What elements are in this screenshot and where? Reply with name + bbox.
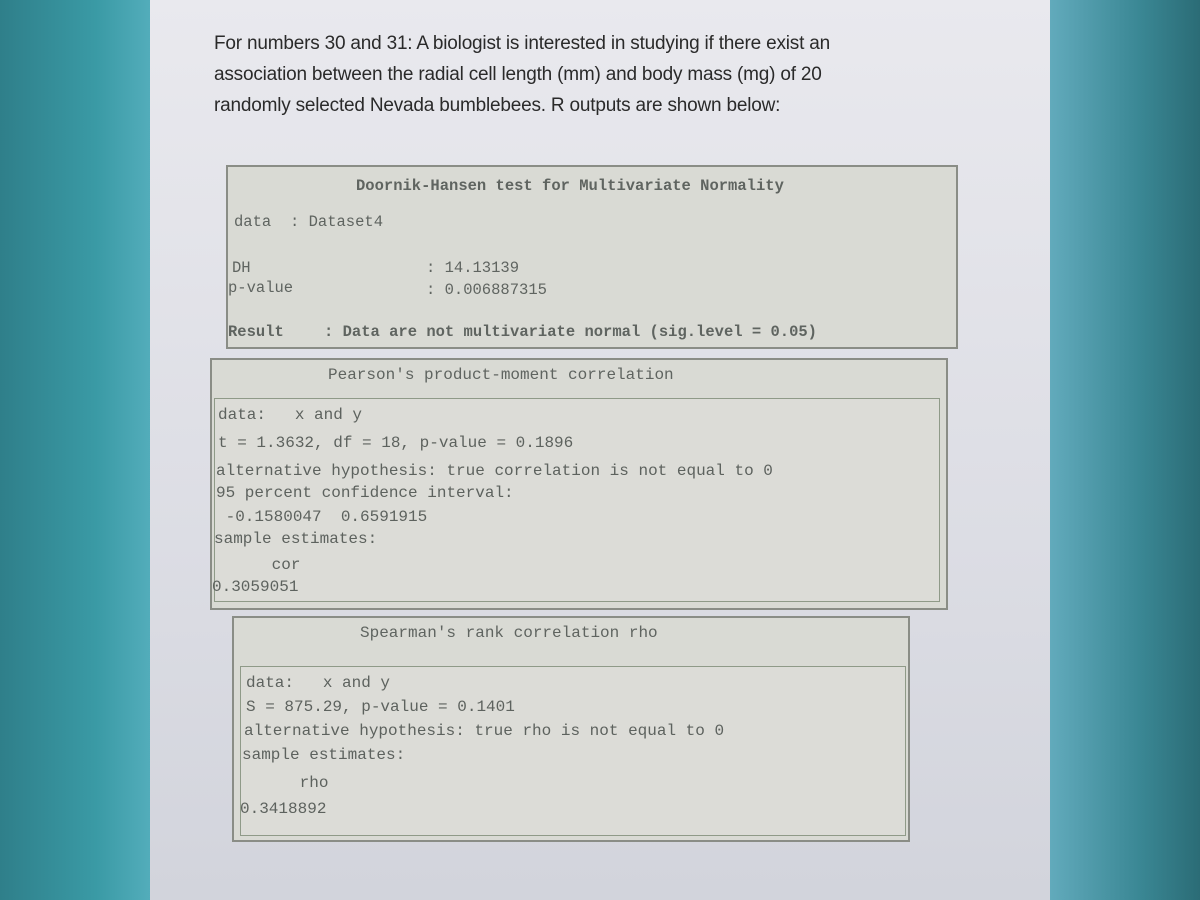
spearman-title: Spearman's rank correlation rho (360, 624, 658, 642)
pearson-line-4: 95 percent confidence interval: (216, 484, 514, 502)
pearson-panel (210, 358, 948, 610)
spearman-panel (232, 616, 910, 842)
question-line-1: For numbers 30 and 31: A biologist is interested in studying if there exist an (214, 33, 830, 54)
question-line-2: association between the radial cell length (mm) and body mass (mg) of 20 (214, 64, 822, 85)
question-line-3: randomly selected Nevada bumblebees. R outputs are shown below: (214, 95, 781, 116)
spearman-line-2: S = 875.29, p-value = 0.1401 (246, 698, 515, 716)
dh-pvalue-value: : 0.006887315 (426, 281, 547, 299)
dh-result-value: : Data are not multivariate normal (sig.level = 0.05) (324, 323, 817, 341)
question-text (214, 28, 994, 121)
spearman-line-4: sample estimates: (242, 746, 406, 764)
pearson-line-6: sample estimates: (214, 530, 378, 548)
dh-statistic-value: : 14.13139 (426, 259, 520, 277)
dh-result-label: Result (228, 323, 284, 341)
dh-pvalue-label: p-value (228, 279, 294, 297)
paper-sheet (150, 0, 1050, 900)
pearson-line-7: cor (214, 556, 301, 574)
pearson-line-8: 0.3059051 (212, 578, 299, 596)
spearman-line-5: rho (242, 774, 329, 792)
spearman-line-6: 0.3418892 (240, 800, 327, 818)
pearson-line-2: t = 1.3632, df = 18, p-value = 0.1896 (218, 434, 574, 452)
pearson-title: Pearson's product-moment correlation (328, 366, 674, 384)
dh-data-value: : Dataset4 (290, 213, 384, 231)
dh-test-panel (226, 165, 958, 349)
pearson-line-5: -0.1580047 0.6591915 (216, 508, 428, 526)
pearson-line-3: alternative hypothesis: true correlation is not equal to 0 (216, 462, 773, 480)
dh-test-title: Doornik-Hansen test for Multivariate Normality (356, 177, 784, 195)
dh-statistic-label: DH (232, 259, 251, 277)
spearman-line-1: data: x and y (246, 674, 391, 692)
pearson-line-1: data: x and y (218, 406, 363, 424)
dh-data-label: data (234, 213, 272, 231)
spearman-line-3: alternative hypothesis: true rho is not equal to 0 (244, 722, 725, 740)
